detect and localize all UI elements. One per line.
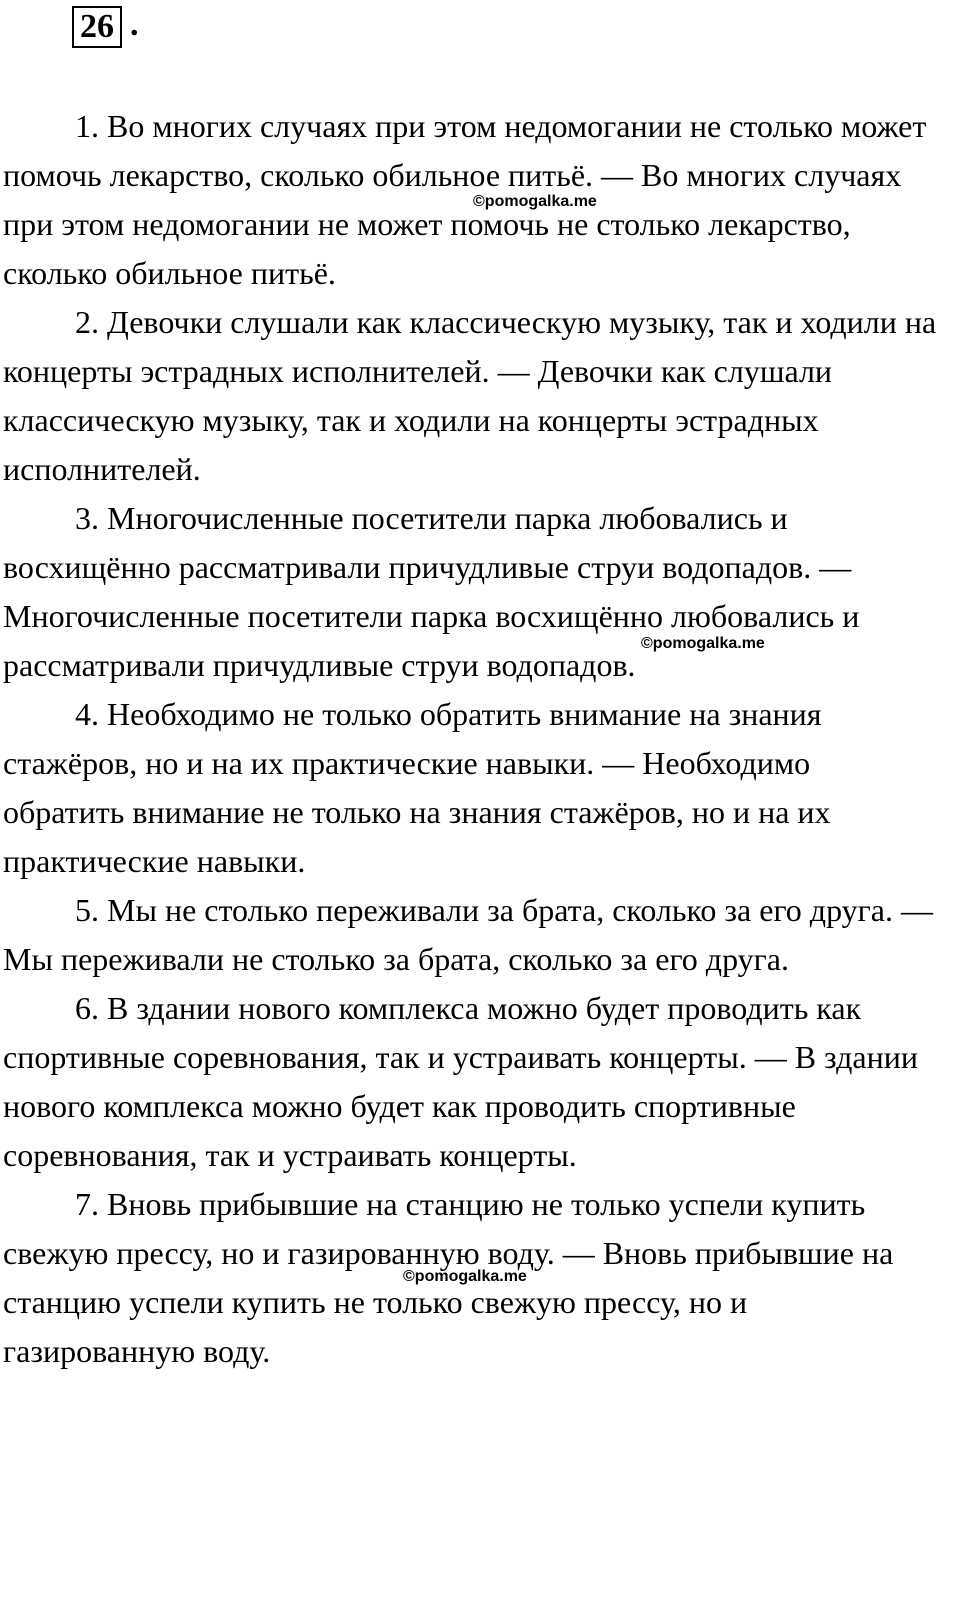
paragraph-5: 5. Мы не столько переживали за брата, сколько за его друга. — Мы переживали не столько за брата, сколько за его друга. — [3, 892, 933, 977]
paragraph-4: 4. Необходимо не только обратить внимание на знания стажёров, но и на их практические навыки. — Необходимо обратить внимание не только на знания стажёров, но и на их практические навыки. — [3, 696, 831, 879]
paragraph-6: 6. В здании нового комплекса можно будет проводить как спортивные соревнования, так и устраивать концерты. — В здании нового комплекса можно будет как проводить спортивные соревнования, так и устраивать концерты. — [3, 990, 918, 1173]
paragraph-3: 3. Многочисленные посетители парка любовались и восхищённо рассматривали причудливые струи водопадов. — Многочисленные посетители парка восхищённо любовались и рассматривали причудливые струи водопадов. — [3, 500, 860, 683]
task-number-dot: . — [130, 6, 139, 43]
watermark-2: ©pomogalka.me — [641, 635, 765, 652]
paragraph-7: 7. Вновь прибывшие на станцию не только успели купить свежую прессу, но и газированную воду. — Вновь прибывшие на станцию успели купить не только свежую прессу, но и газированную воду. — [3, 1186, 894, 1369]
watermark-1: ©pomogalka.me — [473, 193, 597, 210]
paragraph-1: 1. Во многих случаях при этом недомогании не столько может помочь лекарство, сколько обильное питьё. — Во многих случаях при этом недомогании не может помочь не столько лекарство, сколько обильное питьё. — [3, 108, 927, 291]
task-number: 26 — [80, 8, 114, 45]
answer-text — [3, 102, 938, 1376]
paragraph-2: 2. Девочки слушали как классическую музыку, так и ходили на концерты эстрадных исполнителей. — Девочки как слушали классическую музыку, так и ходили на концерты эстрадных исполнителей. — [3, 304, 937, 487]
watermark-3: ©pomogalka.me — [403, 1268, 527, 1285]
task-number-box — [72, 6, 122, 48]
